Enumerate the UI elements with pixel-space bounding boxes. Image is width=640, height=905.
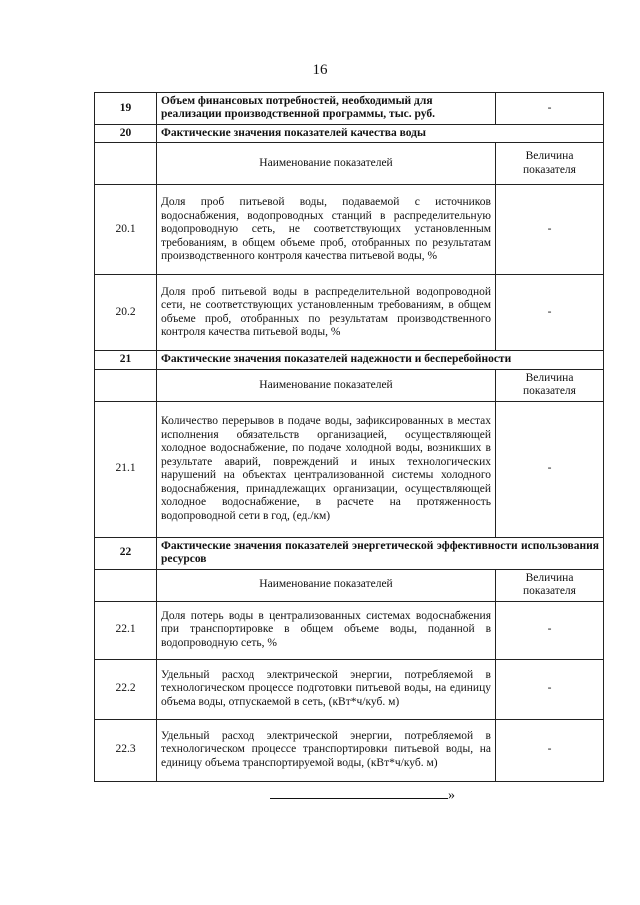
row-text: Объем финансовых потребностей, необходимый для реализации производственной программы, тыс. руб. [157,93,496,125]
row-value: - [496,659,604,719]
row-value: - [496,719,604,781]
row-value: - [496,275,604,351]
table-row-20-2 [95,275,604,351]
row-text: Доля проб питьевой воды, подаваемой с источников водоснабжения, водопроводных станций в распределительную водопроводную сеть, не соответствующих установленным требованиям, в общем объеме проб, отобранных по результатам производственного контроля качества питьевой воды, % [157,185,496,275]
section-title: Фактические значения показателей качества воды [157,124,604,142]
section-row-20 [95,124,604,142]
table-row-22-1 [95,601,604,659]
row-number: 19 [95,93,157,125]
page-number: 16 [312,62,328,78]
header-name: Наименование показателей [157,569,496,601]
section-number: 21 [95,351,157,369]
closing-quote: » [448,788,455,803]
section-number: 20 [95,124,157,142]
section-row-21 [95,351,604,369]
row-number: 20.1 [95,185,157,275]
section-row-22 [95,537,604,569]
row-text: Удельный расход электрической энергии, потребляемой в технологическом процессе транспортировки питьевой воды, на единицу объема транспортируемой воды, (кВт*ч/куб. м) [157,719,496,781]
row-number: 22.3 [95,719,157,781]
row-number: 21.1 [95,401,157,537]
header-empty-cell [95,569,157,601]
row-text: Удельный расход электрической энергии, потребляемой в технологическом процессе подготовки питьевой воды, на единицу объема воды, отпускаемой в сеть, (кВт*ч/куб. м) [157,659,496,719]
row-number: 20.2 [95,275,157,351]
row-text: Доля потерь воды в централизованных системах водоснабжения при транспортировке в общем объеме воды, поданной в водопроводную сеть, % [157,601,496,659]
section-title: Фактические значения показателей энергетической эффективности использования ресурсов [157,537,604,569]
indicators-table [94,92,604,782]
header-value: Величина показателя [496,569,604,601]
signature-line [270,786,448,799]
header-row-20 [95,143,604,185]
header-value: Величина показателя [496,143,604,185]
header-row-21 [95,369,604,401]
row-text: Доля проб питьевой воды в распределительной водопроводной сети, не соответствующих установленным требованиям, в общем объеме проб, отобранных по результатам производственного контроля качества питьевой воды, % [157,275,496,351]
header-name: Наименование показателей [157,369,496,401]
row-value: - [496,401,604,537]
row-value: - [496,601,604,659]
row-text: Количество перерывов в подаче воды, зафиксированных в местах исполнения обязательств организацией, осуществляющей холодное водоснабжение, по подаче холодной воды, возникших в результате аварий, повреждений и иных технологических нарушений на объектах централизованной системы холодного водоснабжения, принадлежащих организации, осуществляющей холодное водоснабжение, в расчете на протяженность водопроводной сети в год, (ед./км) [157,401,496,537]
row-number: 22.2 [95,659,157,719]
table-row-22-2 [95,659,604,719]
header-value: Величина показателя [496,369,604,401]
table-row-20-1 [95,185,604,275]
header-name: Наименование показателей [157,143,496,185]
row-value: - [496,93,604,125]
section-title: Фактические значения показателей надежности и бесперебойности [157,351,604,369]
section-number: 22 [95,537,157,569]
header-empty-cell [95,369,157,401]
table-row-19 [95,93,604,125]
header-row-22 [95,569,604,601]
row-number: 22.1 [95,601,157,659]
table-row-22-3 [95,719,604,781]
header-empty-cell [95,143,157,185]
table-row-21-1 [95,401,604,537]
row-value: - [496,185,604,275]
document-end-mark [270,786,455,804]
